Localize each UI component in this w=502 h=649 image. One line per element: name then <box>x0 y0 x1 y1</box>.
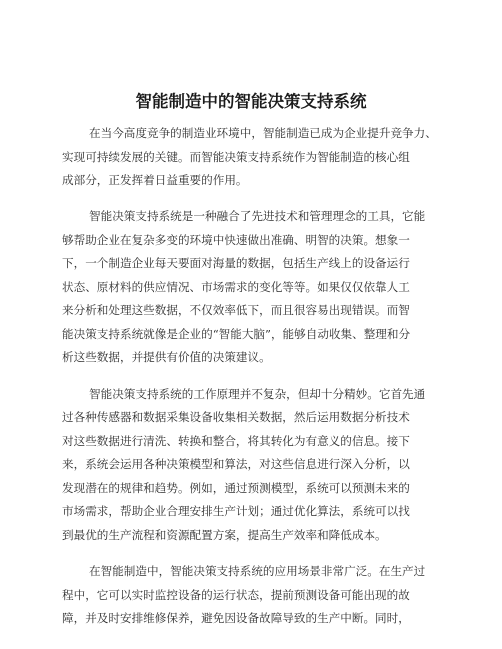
paragraph-4-line-3: 障，并及时安排维修保养，避免因设备故障导致的生产中断。同时， <box>62 611 410 625</box>
document-title: 智能制造中的智能决策支持系统 <box>135 92 367 111</box>
paragraph-2-line-1: 智能决策支持系统是一种融合了先进技术和管理理念的工具，它能 <box>89 209 426 223</box>
paragraph-3-line-4: 来，系统会运用各种决策模型和算法，对这些信息进行深入分析，以 <box>62 457 410 471</box>
paragraph-3-line-2: 过各种传感器和数据采集设备收集相关数据，然后运用数据分析技术 <box>62 410 410 424</box>
paragraph-2-line-5: 来分析和处理这些数据，不仅效率低下，而且很容易出现错误。而智 <box>62 303 410 317</box>
paragraph-1-line-1: 在当今高度竞争的制造业环境中，智能制造已成为企业提升竞争力、 <box>89 126 437 140</box>
paragraph-1-line-3: 成部分，正发挥着日益重要的作用。 <box>62 173 248 187</box>
paragraph-3-line-7: 到最优的生产流程和资源配置方案，提高生产效率和降低成本。 <box>62 528 387 542</box>
paragraph-3-line-5: 发现潜在的规律和趋势。例如，通过预测模型，系统可以预测未来的 <box>62 481 410 495</box>
paragraph-2-line-7: 析这些数据，并提供有价值的决策建议。 <box>62 350 271 364</box>
paragraph-4-line-2: 程中，它可以实时监控设备的运行状态，提前预测设备可能出现的故 <box>62 588 410 602</box>
paragraph-2-line-3: 下，一个制造企业每天要面对海量的数据，包括生产线上的设备运行 <box>62 256 410 270</box>
paragraph-2-line-2: 够帮助企业在复杂多变的环境中快速做出准确、明智的决策。想象一 <box>62 233 410 247</box>
paragraph-1-line-2: 实现可持续发展的关键。而智能决策支持系统作为智能制造的核心组 <box>62 150 410 164</box>
paragraph-2-line-4: 状态、原材料的供应情况、市场需求的变化等等。如果仅仅依靠人工 <box>62 280 410 294</box>
paragraph-3-line-1: 智能决策支持系统的工作原理并不复杂，但却十分精妙。它首先通 <box>89 387 426 401</box>
paragraph-2-line-6: 能决策支持系统就像是企业的“智能大脑”，能够自动收集、整理和分 <box>62 327 411 341</box>
paragraph-3-line-6: 市场需求，帮助企业合理安排生产计划；通过优化算法，系统可以找 <box>62 504 410 518</box>
paragraph-3-line-3: 对这些数据进行清洗、转换和整合，将其转化为有意义的信息。接下 <box>62 434 410 448</box>
paragraph-4-line-1: 在智能制造中，智能决策支持系统的应用场景非常广泛。在生产过 <box>89 564 426 578</box>
